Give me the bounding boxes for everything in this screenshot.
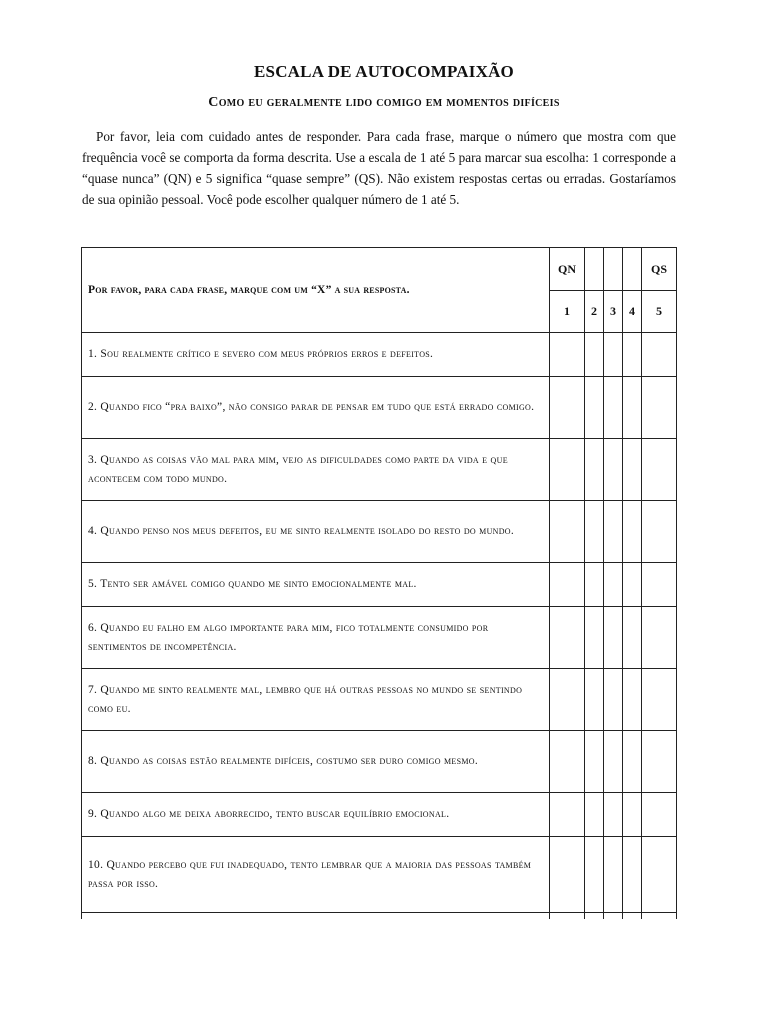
answer-cell[interactable] bbox=[642, 669, 677, 731]
answer-cell[interactable] bbox=[550, 333, 585, 377]
answer-cell[interactable] bbox=[550, 669, 585, 731]
answer-cell[interactable] bbox=[623, 669, 642, 731]
answer-cell[interactable] bbox=[604, 377, 623, 439]
answer-cell[interactable] bbox=[604, 669, 623, 731]
answer-cell[interactable] bbox=[604, 563, 623, 607]
table-continuation-row bbox=[82, 913, 677, 920]
answer-cell[interactable] bbox=[585, 439, 604, 501]
item-text: 3. Quando as coisas vão mal para mim, vejo as dificuldades como parte da vida e que acontecem com todo mundo. bbox=[82, 439, 550, 501]
item-text: 4. Quando penso nos meus defeitos, eu me sinto realmente isolado do resto do mundo. bbox=[82, 501, 550, 563]
scale-number: 3 bbox=[604, 291, 623, 333]
answer-cell[interactable] bbox=[623, 731, 642, 793]
item-row bbox=[82, 563, 677, 607]
item-text: 1. Sou realmente crítico e severo com meus próprios erros e defeitos. bbox=[82, 333, 550, 377]
anchor-low-label: QN bbox=[550, 248, 585, 291]
item-text: 5. Tento ser amável comigo quando me sinto emocionalmente mal. bbox=[82, 563, 550, 607]
item-row bbox=[82, 333, 677, 377]
answer-cell[interactable] bbox=[585, 563, 604, 607]
document-subtitle: Como eu geralmente lido comigo em momentos difíceis bbox=[208, 95, 560, 110]
answer-cell[interactable] bbox=[585, 793, 604, 837]
answer-cell[interactable] bbox=[604, 837, 623, 913]
answer-cell[interactable] bbox=[550, 501, 585, 563]
answer-cell[interactable] bbox=[550, 607, 585, 669]
answer-cell[interactable] bbox=[642, 439, 677, 501]
answer-cell[interactable] bbox=[642, 793, 677, 837]
continuation-cell bbox=[82, 913, 550, 920]
item-text: 8. Quando as coisas estão realmente difíceis, costumo ser duro comigo mesmo. bbox=[82, 731, 550, 793]
answer-cell[interactable] bbox=[585, 501, 604, 563]
item-row bbox=[82, 501, 677, 563]
continuation-cell bbox=[604, 913, 623, 920]
anchor-blank bbox=[604, 248, 623, 291]
answer-cell[interactable] bbox=[604, 731, 623, 793]
answer-cell[interactable] bbox=[550, 377, 585, 439]
continuation-cell bbox=[585, 913, 604, 920]
scale-number: 5 bbox=[642, 291, 677, 333]
answer-cell[interactable] bbox=[623, 563, 642, 607]
scale-number: 2 bbox=[585, 291, 604, 333]
item-text: 9. Quando algo me deixa aborrecido, tento buscar equilíbrio emocional. bbox=[82, 793, 550, 837]
answer-cell[interactable] bbox=[585, 333, 604, 377]
answer-cell[interactable] bbox=[604, 793, 623, 837]
answer-cell[interactable] bbox=[623, 333, 642, 377]
item-text: 10. Quando percebo que fui inadequado, tento lembrar que a maioria das pessoas também passa por isso. bbox=[82, 837, 550, 913]
answer-cell[interactable] bbox=[550, 439, 585, 501]
item-text: 7. Quando me sinto realmente mal, lembro que há outras pessoas no mundo se sentindo como eu. bbox=[82, 669, 550, 731]
answer-cell[interactable] bbox=[550, 793, 585, 837]
answer-cell[interactable] bbox=[550, 731, 585, 793]
answer-cell[interactable] bbox=[642, 563, 677, 607]
answer-cell[interactable] bbox=[550, 837, 585, 913]
item-text: 6. Quando eu falho em algo importante para mim, fico totalmente consumido por sentimentos de incompetência. bbox=[82, 607, 550, 669]
document-title: ESCALA DE AUTOCOMPAIXÃO bbox=[254, 62, 514, 81]
answer-cell[interactable] bbox=[623, 837, 642, 913]
item-row bbox=[82, 377, 677, 439]
answer-cell[interactable] bbox=[642, 501, 677, 563]
answer-cell[interactable] bbox=[550, 563, 585, 607]
answer-cell[interactable] bbox=[623, 793, 642, 837]
answer-cell[interactable] bbox=[623, 607, 642, 669]
anchor-blank bbox=[585, 248, 604, 291]
answer-cell[interactable] bbox=[585, 377, 604, 439]
scale-number: 4 bbox=[623, 291, 642, 333]
answer-cell[interactable] bbox=[623, 439, 642, 501]
answer-cell[interactable] bbox=[585, 837, 604, 913]
answer-cell[interactable] bbox=[604, 501, 623, 563]
item-text: 2. Quando fico “pra baixo”, não consigo parar de pensar em tudo que está errado comigo. bbox=[82, 377, 550, 439]
anchor-blank bbox=[623, 248, 642, 291]
answer-cell[interactable] bbox=[585, 669, 604, 731]
answer-cell[interactable] bbox=[623, 377, 642, 439]
instructions-paragraph: Por favor, leia com cuidado antes de responder. Para cada frase, marque o número que mostra com que frequência você se comporta da forma descrita. Use a escala de 1 até 5 para marcar sua escolha: 1 corresponde a “quase nunca” (QN) e 5 significa “quase sempre” (QS). Não existem respostas certas ou erradas. Gostaríamos de sua opinião pessoal. Você pode escolher qualquer número de 1 até 5. bbox=[82, 129, 676, 207]
answer-cell[interactable] bbox=[642, 377, 677, 439]
answer-cell[interactable] bbox=[642, 607, 677, 669]
answer-cell[interactable] bbox=[642, 333, 677, 377]
answer-cell[interactable] bbox=[604, 333, 623, 377]
item-row bbox=[82, 731, 677, 793]
answer-cell[interactable] bbox=[585, 607, 604, 669]
anchor-high-label: QS bbox=[642, 248, 677, 291]
item-row bbox=[82, 439, 677, 501]
item-row bbox=[82, 607, 677, 669]
scale-number: 1 bbox=[550, 291, 585, 333]
continuation-cell bbox=[642, 913, 677, 920]
answer-cell[interactable] bbox=[642, 837, 677, 913]
continuation-cell bbox=[550, 913, 585, 920]
item-row bbox=[82, 793, 677, 837]
item-row bbox=[82, 837, 677, 913]
continuation-cell bbox=[623, 913, 642, 920]
response-table bbox=[81, 247, 677, 919]
answer-cell[interactable] bbox=[623, 501, 642, 563]
answer-cell[interactable] bbox=[604, 439, 623, 501]
answer-cell[interactable] bbox=[585, 731, 604, 793]
answer-cell[interactable] bbox=[604, 607, 623, 669]
table-header-row-anchors bbox=[82, 248, 677, 291]
table-instruction: Por favor, para cada frase, marque com um “X” a sua resposta. bbox=[82, 248, 550, 333]
answer-cell[interactable] bbox=[642, 731, 677, 793]
item-row bbox=[82, 669, 677, 731]
